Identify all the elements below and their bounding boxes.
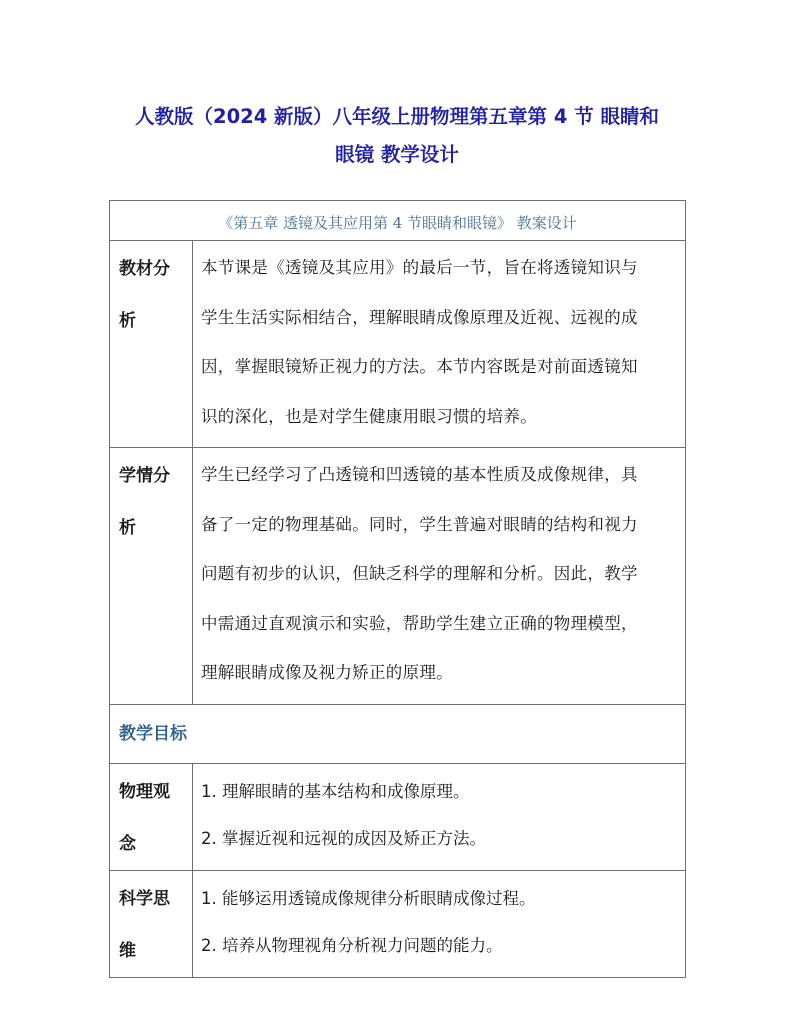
document-title-line-1: 人教版（2024 新版）八年级上册物理第五章第 4 节 眼睛和 [135,105,659,128]
physics-concept-items [193,763,686,870]
table-header: 《第五章 透镜及其应用第 4 节眼睛和眼镜》 教案设计 [110,201,686,241]
list-item: 2. 掌握近视和远视的成因及矫正方法。 [201,828,486,848]
table-header-row [110,201,686,241]
physics-concept-row [110,763,686,870]
textbook-analysis-text: 本节课是《透镜及其应用》的最后一节，旨在将透镜知识与 学生生活实际相结合，理解眼睛成像原理及近视、远视的成 因，掌握眼镜矫正视力的方法。本节内容既是对前面透镜知 识的深化，也是对学生健康用眼习惯的培养。 [193,241,686,448]
document-title-line-2: 眼镜 教学设计 [335,143,459,166]
scientific-thinking-label: 科学思 维 [110,870,193,977]
textbook-analysis-row [110,241,686,448]
textbook-analysis-label: 教材分 析 [110,241,193,448]
scientific-thinking-row [110,870,686,977]
lesson-plan-table [109,200,686,978]
list-item: 1. 能够运用透镜成像规律分析眼睛成像过程。 [201,888,536,908]
physics-concept-label: 物理观 念 [110,763,193,870]
objectives-heading-row [110,704,686,763]
list-item: 2. 培养从物理视角分析视力问题的能力。 [201,935,503,955]
student-analysis-text: 学生已经学习了凸透镜和凹透镜的基本性质及成像规律，具 备了一定的物理基础。同时，学生普遍对眼睛的结构和视力 问题有初步的认识，但缺乏科学的理解和分析。因此，教学 中需通过直观演示和实验，帮助学生建立正确的物理模型， 理解眼睛成像及视力矫正的原理。 [193,448,686,705]
student-analysis-row [110,448,686,705]
scientific-thinking-items [193,870,686,977]
list-item: 1. 理解眼睛的基本结构和成像原理。 [201,781,470,801]
student-analysis-label: 学情分 析 [110,448,193,705]
objectives-heading: 教学目标 [110,704,686,763]
